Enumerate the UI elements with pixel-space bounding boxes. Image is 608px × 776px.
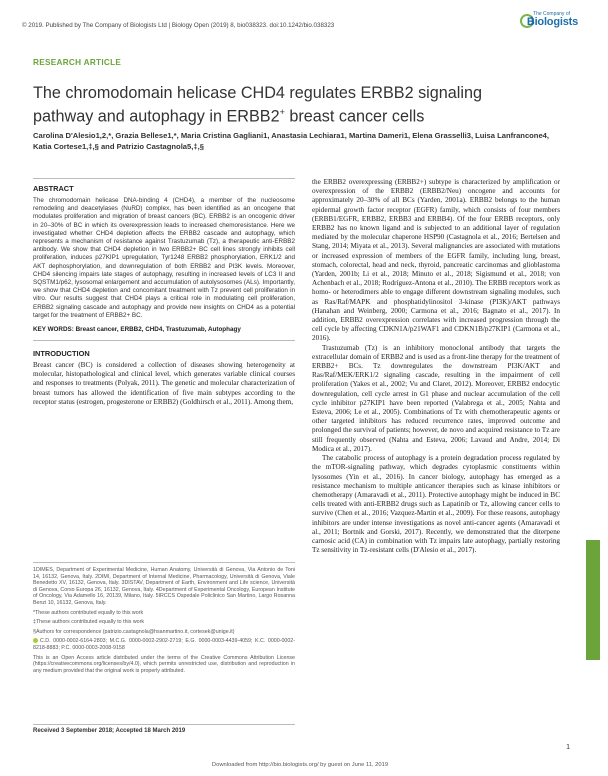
left-column [33, 178, 295, 407]
journal-side-banner [586, 540, 600, 660]
correspondence[interactable]: §Authors for correspondence (patrizio.castagnola@hsanmartino.it, cortesek@unige.it) [33, 628, 235, 635]
section-label: RESEARCH ARTICLE [33, 58, 122, 67]
right-paragraph-1: the ERBB2 overexpressing (ERBB2+) subtype is characterized by amplification or overexpression of the ERBB2 (ERBB2/Neu) oncogene and accounts for approximately 20–30% of all BCs (Yarden, 2001a). ERBB2 belongs to the human epidermal growth factor receptor (EGFR) family, which consists of four members (ERBB1/EGFR, ERBB2, ERBB3 and ERBB4). Of the four ERBB receptors, only ERBB2 has no known ligand and is subjected to an additional layer of regulation mediated by the molecular chaperone HSP90 (Castagnola et al., 2016; Bertelsen and Stang, 2014; Miyata et al., 2013). Several malignancies are associated with mutations or increased expression of members of the EGFR family, including lung, breast, stomach, colorectal, head and neck, thyroid, pancreatic carcinomas and glioblastoma (Yarden, 2001b; Li et al., 2018; Minuto et al., 2018; Sigismund et al., 2018; von Achenbach et al., 2018; Rodríguez-Antona et al., 2010). The ERBB receptors work as homo- or heterodimers able to engage different downstream signaling modules, such as Ras/Raf/MAPK and phosphatidylinositol 3-kinase (PI3K)/AKT pathways (Hanahan and Weinberg, 2000; Carmona et al., 2016; Bagnato et al., 2017). In addition, ERBB2 overexpression correlates with increased progression through the cell cycle by affecting CDKN1A/p21WAF1 and CDKN1B/p27KIP1 (Carmona et al., 2016). [312, 178, 560, 343]
keywords: KEY WORDS: Breast cancer, ERBB2, CHD4, Trastuzumab, Autophagy [33, 326, 295, 341]
right-column [312, 178, 560, 555]
affiliations-block [33, 562, 295, 677]
equal-contribution-2: ‡These authors contributed equally to this work [33, 619, 145, 626]
journal-side-text: Biology Open [599, 601, 608, 650]
right-paragraph-3: The catabolic process of autophagy is a protein degradation process regulated by the mTOR-signaling pathway, which degrades cytoplasmic constituents within lysosomes (Yin et al., 2016). In cancer biology, autophagy has emerged as a resistance mechanism to multiple anticancer therapies such as kinase inhibitors or chemotherapy (Amaravadi et al., 2011). Protective autophagy might be induced in BC cells treated with anti-ERBB2 drugs such as Lapatinib or Tz, allowing cancer cells to survive (Chen et al., 2016; Vazquez-Martin et al., 2009). For these reasons, autophagy inhibitors are under intense investigations as novel anti-cancer agents (Amaravadi et al., 2011; Bortnik and Gorski, 2017). Recently, we demonstrated that the diterpene carnosic acid (CA) in combination with Tz impairs late autophagy, partially restoring Tz sensitivity in Tz-resistant cells (D'Alesio et al., 2017). [312, 454, 560, 555]
author-list[interactable]: Carolina D'Alesio1,2,*, Grazia Bellese1,*, Maria Cristina Gagliani1, Anastasia Lechiara1, Martina Dameri1, Elena Grasselli3, Luisa Lanfrancone4, Katia Cortese1,‡,§ and Patrizio Castagnola5,‡,§ [33, 131, 550, 152]
orcid-text: C.D. 0000-0002-6164-2803; M.C.G. 0000-0002-2902-2719; E.G. 0000-0003-4439-4059; K.C. 0000-0002-8218-8883; P.C. 0000-0003-2008-9158 [33, 638, 295, 651]
orcid-icon [33, 638, 38, 643]
copyright-line: © 2019. Published by The Company of Biologists Ltd | Biology Open (2019) 8, bio038323. doi:10.1242/bio.038323 [22, 22, 335, 29]
abstract-text: The chromodomain helicase DNA-binding 4 (CHD4), a member of the nucleosome remodeling and deacetylases (NuRD) complex, has been identified as an oncogene that modulates proliferation and migration of breast cancers (BC). ERBB2 is an oncogenic driver in 20–30% of BC in which its overexpression leads to increased chemoresistance. Here we investigated whether CHD4 depletion affects the ERBB2 cascade and autophagy, which represents a mechanism of resistance against Trastuzumab (Tz), a therapeutic anti-ERBB2 antibody. We show that CHD4 depletion in two ERBB2+ BC cell lines strongly inhibits cell proliferation, induces p27KIP1 upregulation, Tyr1248 ERBB2 phosphorylation, ERK1/2 and AKT dephosphorylation, and downregulation of both ERBB2 and PI3K levels. Moreover, CHD4 silencing impairs late stages of autophagy, resulting in increased levels of LC3 II and SQSTM1/p62, lysosomal enlargement and accumulation of autolysosomes (ALs). Importantly, we show that CHD4 depletion and concomitant treatment with Tz prevent cell proliferation in vitro. Our results suggest that CHD4 plays a critical role in modulating cell proliferation, ERBB2 signaling cascade and autophagy and provide new insights on CHD4 as a potential target for the treatment of ERBB2+ BC. [33, 197, 295, 319]
title-tail: breast cancer cells [284, 107, 425, 126]
right-paragraph-2: Trastuzumab (Tz) is an inhibitory monoclonal antibody that targets the extracellular domain of ERBB2 and is used as a front-line therapy for the treatment of ERBB2+ BCs. Tz downregulates the downstream PI3K/AKT and Ras/Raf/MEK/ERK1/2 signaling cascade, resulting in the impairment of cell proliferation (Yakes et al., 2002; Vu and Claret, 2012). Moreover, ERBB2 endocytic downregulation, cell cycle arrest in G1 phase and nuclear accumulation of the cell cycle inhibitor p27KIP1 have been reported (Valabrega et al., 2005; Nahta and Esteva, 2006; Le et al., 2005). Combinations of Tz with chemotherapeutic agents or other targeted inhibitors has reduced recurrence rates, improved outcome and prolonged the survival of patients; however, de novo and acquired resistance to Tz are still frequently observed (Nahta and Esteva, 2006; Lavaud and Andre, 2014; Di Modica et al., 2017). [312, 343, 560, 453]
license-text: This is an Open Access article distributed under the terms of the Creative Commons Attribution License (https://creativecommons.org/licenses/by/4.0), which permits unrestricted use, distribution and reproduction in any medium provided that the original work is properly attributed. [33, 654, 295, 674]
title-text: The chromodomain helicase CHD4 regulates ERBB2 signaling pathway and autophagy in ERBB2 [33, 84, 482, 126]
affiliations-text: 1DIMES, Department of Experimental Medicine, Human Anatomy, Università di Genova, Via Antonio de Toni 14, 16132, Genova, Italy. 2DIMI, Department of Internal Medicine, Pharmacology, Università di Genova, Viale Benedetto XV, 16132, Genova, Italy. 3DISTAV, Department of Earth, Environment and Life science, Università di Genova, Corso Europa 26, 16132, Genova, Italy. 4Department of Experimental Oncology, European Institute of Oncology, Via Adamello 16, 20139, Milano, Italy. 5IRCCS Ospedale Policlinico San Martino, Largo Rosanna Benzi 10, 16132, Genova, Italy. [33, 567, 295, 606]
abstract-heading: ABSTRACT [33, 178, 295, 193]
introduction-heading: INTRODUCTION [33, 349, 90, 359]
introduction-text: Breast cancer (BC) is considered a collection of diseases showing heterogeneity at molecular, histopathological and clinical level, which generates variable clinical courses and responses to treatments (Polyak, 2011). The genetic and molecular characterization of breast tumors has allowed the identification of five main subtypes according to the receptor status (estrogen, progesterone or ERBB2) (Goldhirsch et al., 2011). Among them, [33, 361, 295, 406]
received-dates: Received 3 September 2018; Accepted 18 March 2019 [33, 724, 295, 734]
orcid-line[interactable] [33, 638, 295, 651]
logo-small-text: The Company of [533, 11, 570, 17]
publisher-logo[interactable] [520, 10, 578, 38]
equal-contribution-1: *These authors contributed equally to this work [33, 609, 144, 616]
page-header [22, 10, 578, 42]
article-title [33, 84, 543, 126]
title-superscript: + [279, 107, 285, 117]
logo-main-text: Biologists [526, 16, 578, 28]
download-footer[interactable]: Downloaded from http://bio.biologists.org/ by guest on June 11, 2019 [211, 762, 389, 768]
page-number: 1 [566, 744, 570, 751]
